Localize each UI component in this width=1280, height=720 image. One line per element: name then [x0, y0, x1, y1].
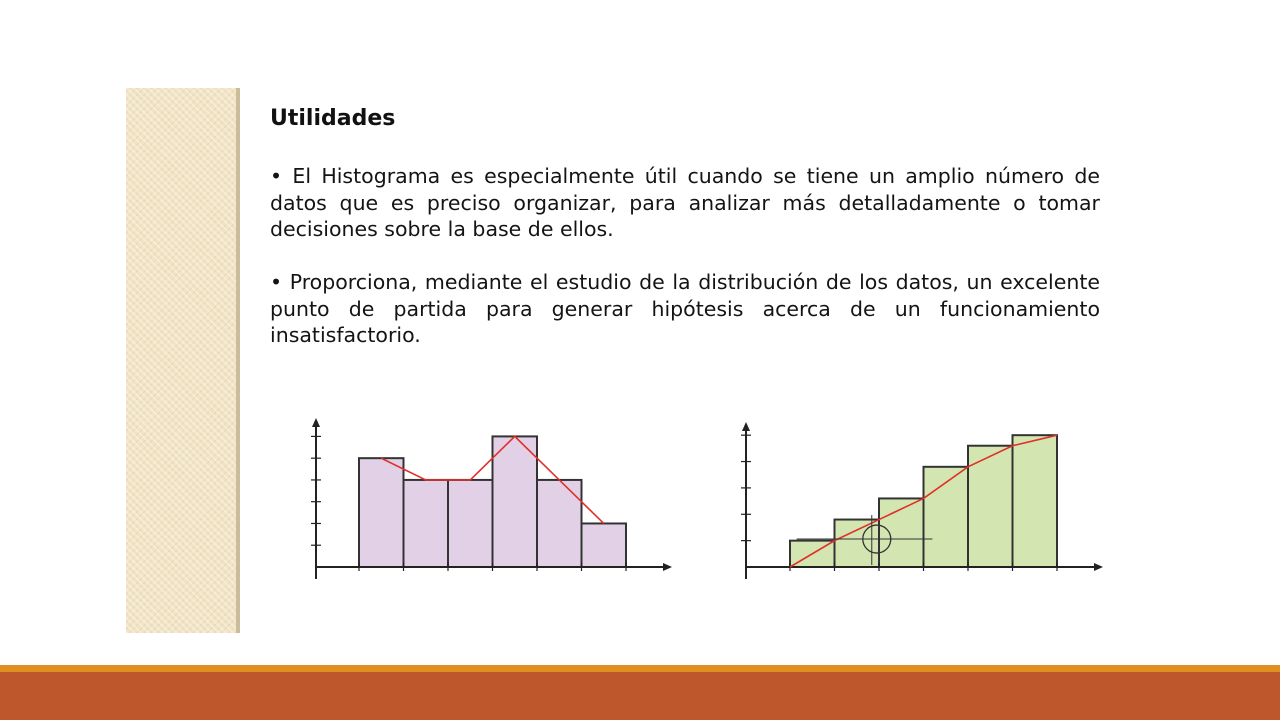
y-axis-arrow	[312, 418, 320, 427]
x-axis-arrow	[663, 563, 672, 571]
bullet-paragraph-2: • Proporciona, mediante el estudio de la distribución de los datos, un excelente punto de partida para generar hipótesis acerca de un funcionamiento insatisfactorio.	[270, 270, 1100, 347]
bar-6	[582, 523, 627, 567]
bottom-accent-band	[0, 672, 1280, 720]
bar-2	[404, 480, 449, 567]
bottom-accent-line	[0, 665, 1280, 672]
bar-6	[1013, 435, 1058, 567]
bar-4	[493, 436, 538, 567]
bar-5	[537, 480, 582, 567]
bullet-paragraph-1: • El Histograma es especialmente útil cuando se tiene un amplio número de datos que es preciso organizar, para analizar más detalladamente o tomar decisiones sobre la base de ellos.	[270, 164, 1100, 241]
x-axis-arrow	[1094, 563, 1103, 571]
bar-1	[359, 458, 404, 567]
slide-title: Utilidades	[270, 106, 396, 131]
bar-3	[448, 480, 493, 567]
side-strip-shadow	[236, 88, 240, 633]
y-axis-arrow	[742, 422, 750, 431]
cumulative-histogram-chart	[705, 418, 1110, 593]
decorative-side-strip	[126, 88, 236, 633]
histogram-chart	[282, 418, 682, 593]
bar-2	[835, 520, 880, 567]
